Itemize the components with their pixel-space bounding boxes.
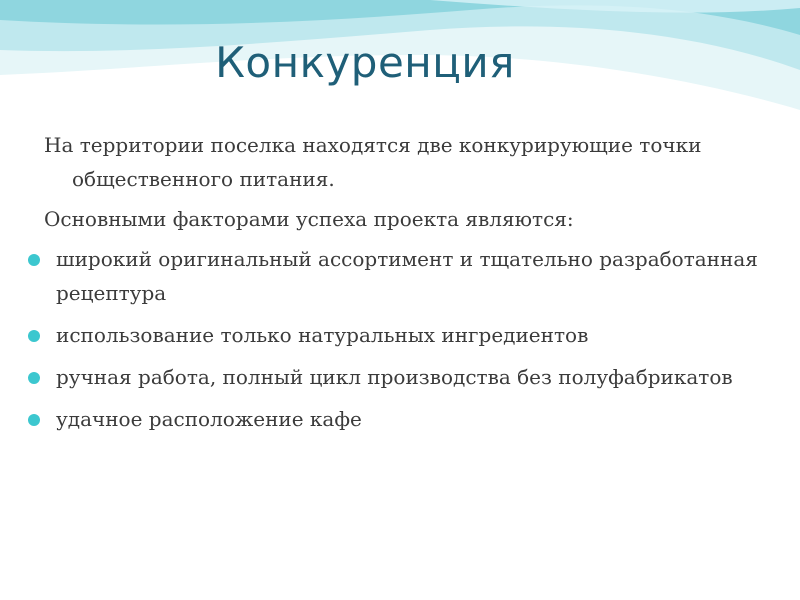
bullet-dot-icon xyxy=(28,254,40,266)
factors-list xyxy=(44,242,764,436)
bullet-dot-icon xyxy=(28,372,40,384)
factors-heading: Основными факторами успеха проекта являются: xyxy=(44,207,574,231)
list-item xyxy=(28,402,764,436)
list-item-text: использование только натуральных ингредиентов xyxy=(56,323,589,347)
list-item-text: удачное расположение кафе xyxy=(56,407,362,431)
list-item xyxy=(28,242,764,310)
list-item-text: широкий оригинальный ассортимент и тщательно разработанная рецептура xyxy=(56,247,758,305)
list-item-text: ручная работа, полный цикл производства без полуфабрикатов xyxy=(56,365,733,389)
slide-body xyxy=(44,128,764,444)
page-title: Конкуренция xyxy=(215,38,515,87)
intro-paragraph: На территории поселка находятся две конкурирующие точки общественного питания. xyxy=(44,133,702,191)
bullet-dot-icon xyxy=(28,414,40,426)
list-item xyxy=(28,318,764,352)
list-item xyxy=(28,360,764,394)
bullet-dot-icon xyxy=(28,330,40,342)
